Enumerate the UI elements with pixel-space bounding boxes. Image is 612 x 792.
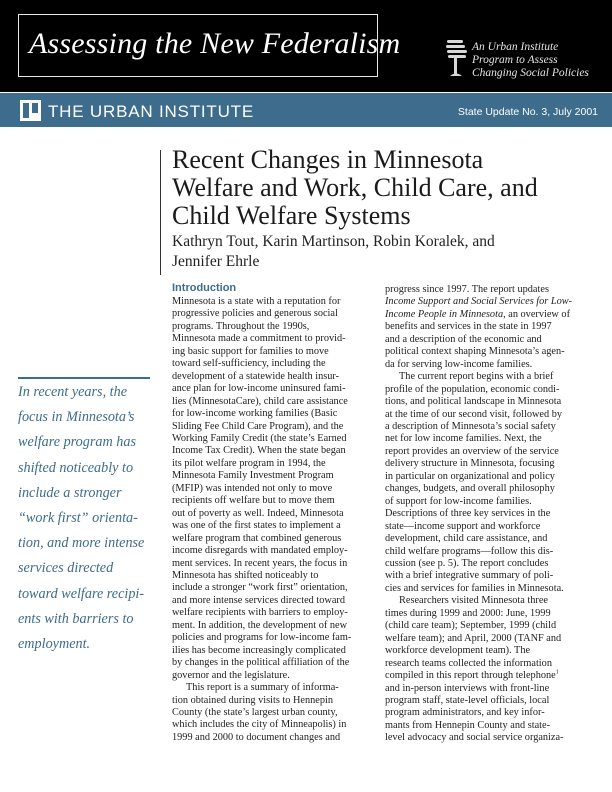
body-line: a description of Minnesota’s social safety [385,420,556,432]
body-line: ment services. In recent years, the focus in [172,557,348,569]
body-line: political context shaping Minnesota’s agen- [385,346,565,358]
title-rule [160,150,161,275]
body-line: tions, and political landscape in Minnesota [385,396,562,408]
body-line: in particular on organizational and policy [385,470,555,482]
urban-institute-mark-icon [20,100,41,121]
body-line: research teams collected the information [385,657,552,669]
body-line: programs. Throughout the 1990s, [172,320,310,332]
body-line: delivery structure in Minnesota, focusing [385,458,555,470]
body-line: level advocacy and social service organiza- [385,732,564,744]
body-line: for low-income working families (Basic [172,408,338,420]
pull-quote-line: “work first” orienta- [18,510,138,527]
body-line: This report is a summary of informa- [186,682,339,694]
body-text: an overview of [505,308,571,320]
body-line: lies (MinnesotaCare), child care assistance [172,395,348,407]
body-line: out of poverty as well. Indeed, Minnesota [172,507,344,519]
authors [172,232,495,272]
body-line: cies and services for families in Minnesota. [385,582,564,594]
program-line-3: Changing Social Policies [472,67,589,79]
body-line: recipients off welfare but to move them [172,495,335,507]
body-line: of support for low-income families. [385,495,532,507]
body-line: profile of the population, economic condi- [385,383,560,395]
body-line: Minnesota Family Investment Program [172,470,334,482]
pull-quote-line: shifted noticeably to [18,459,134,476]
document-title [172,146,538,230]
body-line: progress since 1997. The report updates [385,284,549,295]
section-heading: Introduction [172,282,237,294]
program-line-2: Program to Assess [472,54,558,66]
pull-quote-line: include a stronger [18,484,122,501]
title-line: Child Welfare Systems [172,201,411,230]
body-line: and more intense services directed toward [172,594,345,606]
body-line: was one of the first states to implement a [172,520,341,532]
author-line: Kathryn Tout, Karin Martinson, Robin Koralek, and [172,233,495,250]
body-line: Descriptions of three key services in the [385,508,551,520]
body-line: report provides an overview of the service [385,445,559,457]
body-line: (MFIP) was intended not only to move [172,482,333,494]
body-line [385,309,577,321]
body-line: Researchers visited Minnesota three [399,595,548,607]
program-line-1: An Urban Institute [472,41,559,53]
body-line: income disregards with mandated employ- [172,545,348,557]
author-line: Jennifer Ehrle [172,253,260,270]
body-line: net for low income families. Next, the [385,433,542,445]
body-line [385,296,577,308]
pull-quote-line: tion, and more intense [18,535,145,552]
series-title: Assessing the New Federalism [29,27,401,60]
pull-quote-line: services directed [18,560,114,577]
body-line: changes, budgets, and overall philosophy [385,483,555,495]
body-line: progressive policies and generous social [172,308,338,320]
body-line: policies and programs for low-income fam- [172,632,352,644]
body-line: state—income support and workforce [385,520,541,532]
pull-quote-rule [18,377,150,379]
footnote-marker: 1 [555,669,559,676]
title-line: Recent Changes in Minnesota [172,145,484,174]
body-line: development, child care assistance, and [385,533,548,545]
body-line: times during 1999 and 2000: June, 1999 [385,607,551,619]
body-line: 1999 and 2000 to document changes and [172,731,341,743]
pull-quote-line: ents with barriers to [18,610,134,627]
body-line: Income Tax Credit). When the state began [172,445,346,457]
body-line: by changes in the political affiliation of the [172,657,350,669]
body-line: benefits and services in the state in 1997 [385,321,552,333]
body-line: welfare recipients with barriers to employ- [172,607,348,619]
report-title-italic: Income Support and Social Services for Low- [385,296,573,308]
report-title-italic: Income People in Minnesota, [385,308,506,320]
body-line: Minnesota has shifted noticeably to [172,569,319,581]
body-line: at the time of our second visit, followed by [385,408,563,420]
body-line: ance plan for low-income uninsured fami- [172,383,346,395]
body-line: mants from Hennepin County and state- [385,719,551,731]
body-line: development of a statewide health insur- [172,370,340,382]
pull-quote-line: welfare program has [18,434,136,451]
body-line: and in-person interviews with front-line [385,682,550,694]
body-line: governor and the legislature. [172,669,290,681]
body-line: (child care team); September, 1999 (child [385,620,557,632]
body-line: ing basic support for families to move [172,345,329,357]
body-column-1 [172,296,358,744]
body-line: ment. In addition, the development of new [172,619,348,631]
body-line: welfare program that combined generous [172,532,342,544]
pull-quote-line: In recent years, the [18,384,127,400]
body-line: workforce development team). The [385,645,531,657]
body-line: program administrators, and key infor- [385,707,545,719]
body-line: tion obtained during visits to Hennepin [172,694,334,706]
pull-quote-line: employment. [18,636,91,653]
body-line: program staff, state-level officials, local [385,694,550,706]
body-line: welfare team); and April, 2000 (TANF and [385,632,562,644]
pull-quote-line: toward welfare recipi- [18,585,145,602]
body-line: toward self-sufficiency, including the [172,358,326,370]
body-line: which includes the city of Minneapolis) in [172,719,347,731]
state-update-label: State Update No. 3, July 2001 [457,106,598,118]
body-text: compiled in this report through telephone [385,670,556,682]
body-line [385,670,577,682]
urban-institute-logo-icon [446,38,470,78]
body-line: include a stronger “work first” orientation, [172,582,348,594]
pull-quote-line: focus in Minnesota’s [18,409,135,426]
body-line: Working Family Credit (the state’s Earned [172,432,347,444]
body-column-2 [385,284,577,745]
body-line: ilies has become increasingly complicated [172,644,346,656]
body-line: Minnesota made a commitment to provid- [172,333,346,345]
body-line: The current report begins with a brief [399,371,554,383]
pull-quote [18,380,144,657]
body-line: and a description of the economic and [385,333,542,345]
body-line: cussion (see p. 5). The report concludes [385,557,549,569]
body-line: da for serving low-income families. [385,358,533,370]
series-title-box [18,14,401,77]
organization-name: THE URBAN INSTITUTE [48,102,254,121]
body-line: County (the state’s largest urban county, [172,706,338,718]
body-line: child welfare programs—follow this dis- [385,545,554,557]
body-line: Sliding Fee Child Care Program), and the [172,420,344,432]
body-line: its pilot welfare program in 1994, the [172,457,326,469]
title-line: Welfare and Work, Child Care, and [172,173,538,202]
body-line: with a brief integrative summary of poli- [385,570,554,582]
body-line: Minnesota is a state with a reputation for [172,296,341,307]
